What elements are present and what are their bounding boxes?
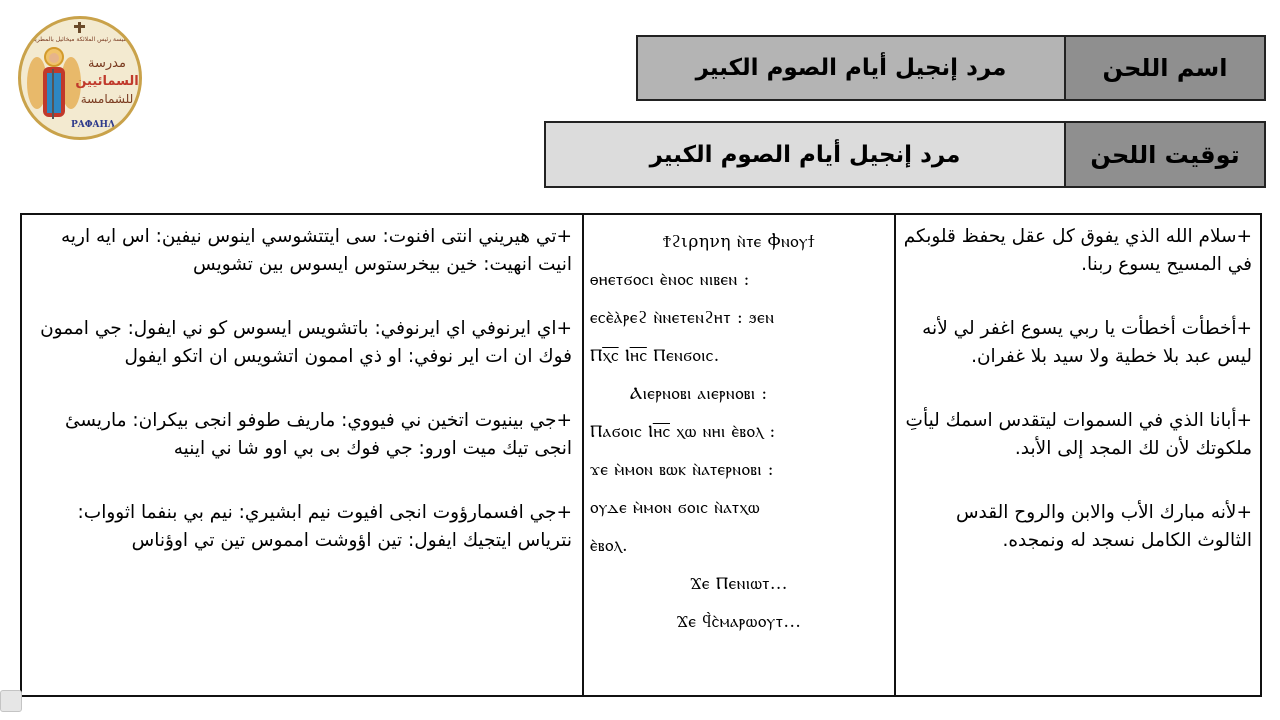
logo-bottom-text: ΡΑΦΑΗΛ: [70, 120, 116, 130]
hymn-timing-label: توقيت اللحن: [1064, 123, 1264, 186]
school-logo: [18, 16, 142, 140]
coptic-line: Ⲡⲁϭⲟⲓⲥ Ⲓⲏ̅ⲥ̅ ⲭⲱ ⲛⲏⲓ ⲉ̀ⲃⲟⲗ :: [590, 422, 776, 442]
corner-handle[interactable]: [0, 690, 22, 712]
transliteration-verse-3: +جي بينيوت اتخين ني فيووي: ماريف طوفو انجى بيكران: ماريسىٔ انجى تيك ميت اورو: جي فوك بى بي اوو شا ني اينيه: [64, 410, 572, 459]
arabic-column: [896, 215, 1260, 695]
transliteration-verse-4: +جي افسمارؤوت انجى افيوت نيم ابشيري: نيم بي بنفما اثوواب: نترياس ايتجيك ايفول: تين اؤوشت امموس تين تي اوؤناس: [77, 502, 572, 551]
transliteration-verse-2: +اي ايرنوفي اي ايرنوفي: باتشويس ايسوس كو ني ايفول: جي اممون فوك ان ات اير نوفي: او ذي اممون اتشويس ان اتكو ايفول: [40, 318, 572, 367]
coptic-line: Ⲁⲓⲉⲣⲛⲟⲃⲓ ⲁⲓⲉⲣⲛⲟⲃⲓ :: [630, 384, 768, 404]
hymn-timing-row: [544, 121, 1266, 188]
coptic-line: ⲉ̀ⲃⲟⲗ.: [590, 536, 628, 556]
logo-main-text-2: السمائيين: [75, 74, 139, 89]
coptic-line: Ϫⲉ Ⲡⲉⲛⲓⲱⲧ...: [690, 574, 788, 594]
hymn-name-row: [636, 35, 1266, 101]
arabic-verse-3: +أبانا الذي في السموات ليتقدس اسمك ليأتِ ملكوتك لأن لك المجد إلى الأبد.: [905, 410, 1252, 459]
logo-main-text-1: مدرسة: [88, 56, 126, 71]
logo-main-text-3: للشمامسة: [80, 92, 134, 106]
transliteration-verse-1: +تي هيريني انتى افنوت: سى ايتتشوسي اينوس نيفين: اس ايه اريه انيت انهيت: خين بيخرستوس ايسوس بين تشويس: [60, 226, 572, 275]
coptic-line: ⲟⲩⲇⲉ ⲙ̀ⲙⲟⲛ ϭⲟⲓⲥ ⲛ̀ⲁⲧⲭⲱ: [590, 498, 761, 518]
arabic-verse-2: +أخطأت أخطأت يا ربي يسوع اغفر لي لأنه ليس عبد بلا خطية ولا سيد بلا غفران.: [922, 318, 1252, 367]
hymn-timing-value: مرد إنجيل أيام الصوم الكبير: [546, 123, 1064, 186]
transliteration-column: [22, 215, 584, 695]
coptic-line: ϫⲉ ⲙ̀ⲙⲟⲛ ⲃⲱⲕ ⲛ̀ⲁⲧⲉⲣⲛⲟⲃⲓ :: [590, 460, 775, 480]
arabic-verse-4: +لأنه مبارك الأب والابن والروح القدس الثالوث الكامل نسجد له ونمجده.: [955, 502, 1252, 551]
arabic-verse-1: +سلام الله الذي يفوق كل عقل يحفظ قلوبكم في المسيح يسوع ربنا.: [903, 226, 1252, 275]
hymn-name-label: اسم اللحن: [1064, 37, 1264, 99]
coptic-line: ⲉⲥⲉ̀ⲁ̀ⲣⲉϩ ⲛ̀ⲛⲉⲧⲉⲛϩⲏⲧ : ϧⲉⲛ: [590, 308, 775, 328]
coptic-line: Ⲡⲭ̅ⲥ̅ Ⲓⲏ̅ⲥ̅ Ⲡⲉⲛϭⲟⲓⲥ.: [590, 346, 720, 366]
coptic-line: Ϫⲉ ϥ̀ⲥ̀ⲙⲁⲣⲱⲟⲩⲧ...: [676, 612, 802, 632]
coptic-line: ⲑⲏⲉⲧϭⲟⲥⲓ ⲉ̀ⲛⲟⲥ ⲛⲓⲃⲉⲛ :: [590, 270, 750, 290]
coptic-column: [584, 215, 896, 695]
hymn-table: [20, 213, 1262, 697]
logo-top-text: كنيسة رئيس الملائكة ميخائيل بالمطرية: [31, 36, 129, 43]
coptic-line: Ϯϩιρηνη ⲛ̀ⲧⲉ Ⲫⲛⲟⲩϯ: [662, 232, 816, 252]
hymn-name-value: مرد إنجيل أيام الصوم الكبير: [638, 37, 1064, 99]
